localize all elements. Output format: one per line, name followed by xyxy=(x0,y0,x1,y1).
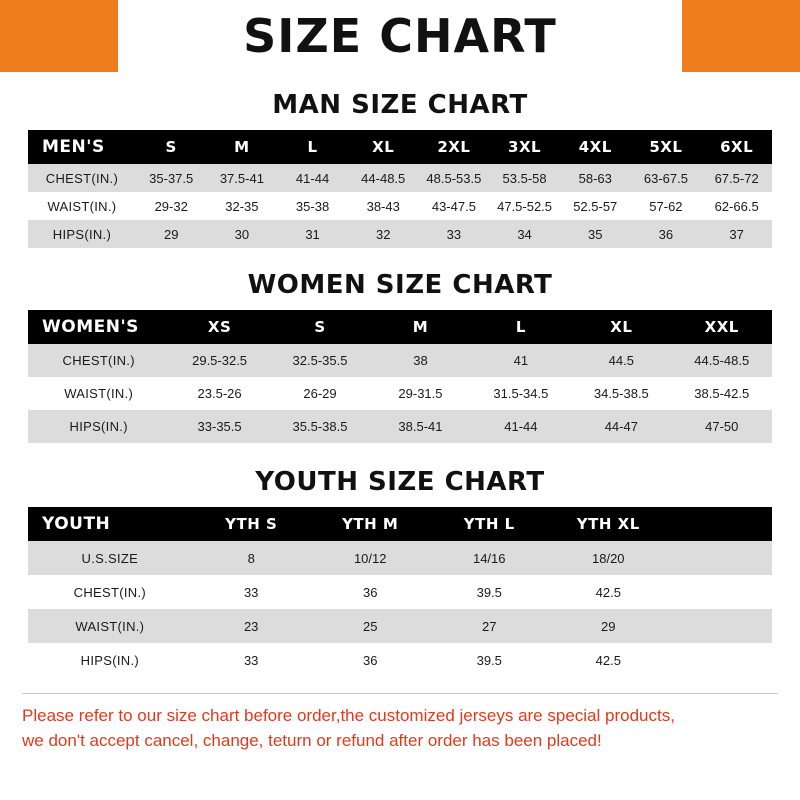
man-chest-m: 37.5-41 xyxy=(219,170,264,186)
man-hips-s: 29 xyxy=(163,226,179,242)
youth-waist-xl: 29 xyxy=(601,618,616,634)
man-row-chest-label: CHEST(IN.) xyxy=(45,170,119,186)
man-waist-5xl: 57-62 xyxy=(649,198,683,214)
man-waist-3xl: 47.5-52.5 xyxy=(497,198,553,214)
youth-header-m: YTH M xyxy=(342,515,399,533)
youth-header-label: YOUTH xyxy=(42,514,111,534)
women-chest-xl: 44.5 xyxy=(608,353,634,368)
man-waist-4xl: 52.5-57 xyxy=(573,198,618,214)
youth-chest-s: 33 xyxy=(243,584,259,600)
man-header-m: M xyxy=(234,138,250,156)
man-hips-l: 31 xyxy=(305,226,320,242)
women-waist-l: 31.5-34.5 xyxy=(493,386,549,401)
youth-waist-l: 27 xyxy=(482,618,497,634)
man-waist-s: 29-32 xyxy=(154,198,188,214)
youth-row-hips-label: HIPS(IN.) xyxy=(80,652,139,668)
women-chest-xxl: 44.5-48.5 xyxy=(694,353,750,368)
table-row xyxy=(28,643,772,677)
women-row-chest-label: CHEST(IN.) xyxy=(62,353,135,368)
women-header-l: L xyxy=(515,318,526,336)
youth-waist-blank xyxy=(668,609,772,643)
table-header-row xyxy=(28,507,772,541)
women-header-xs: XS xyxy=(207,318,232,336)
man-hips-3xl: 34 xyxy=(517,226,532,242)
man-header-label: MEN'S xyxy=(42,137,105,157)
women-hips-xl: 44-47 xyxy=(604,419,638,434)
man-chart-wrap xyxy=(0,130,800,248)
women-chest-xs: 29.5-32.5 xyxy=(192,353,248,368)
page-title: SIZE CHART xyxy=(243,9,557,63)
youth-header-l: YTH L xyxy=(463,515,515,533)
youth-ussize-l: 14/16 xyxy=(472,550,506,566)
youth-size-table xyxy=(28,507,772,677)
table-row xyxy=(28,410,772,443)
youth-ussize-s: 8 xyxy=(247,550,255,566)
man-waist-2xl: 43-47.5 xyxy=(431,198,476,214)
man-size-table xyxy=(28,130,772,248)
women-hips-s: 35.5-38.5 xyxy=(292,419,348,434)
man-header-6xl: 6XL xyxy=(720,138,754,156)
youth-hips-blank xyxy=(668,643,772,677)
women-chest-s: 32.5-35.5 xyxy=(292,353,348,368)
man-chest-5xl: 63-67.5 xyxy=(643,170,688,186)
women-waist-s: 26-29 xyxy=(303,386,337,401)
footer-disclaimer xyxy=(22,693,778,753)
man-header-5xl: 5XL xyxy=(649,138,683,156)
youth-chest-l: 39.5 xyxy=(476,584,502,600)
table-row xyxy=(28,344,772,377)
man-chest-s: 35-37.5 xyxy=(149,170,194,186)
women-header-xxl: XXL xyxy=(704,318,739,336)
table-row xyxy=(28,192,772,220)
women-header-s: S xyxy=(314,318,326,336)
women-hips-xs: 33-35.5 xyxy=(197,419,242,434)
man-chest-4xl: 58-63 xyxy=(578,170,612,186)
table-row xyxy=(28,164,772,192)
youth-header-s: YTH S xyxy=(225,515,278,533)
women-chest-m: 38 xyxy=(413,353,428,368)
man-chest-6xl: 67.5-72 xyxy=(714,170,759,186)
women-waist-m: 29-31.5 xyxy=(398,386,443,401)
youth-chest-xl: 42.5 xyxy=(595,584,621,600)
man-hips-5xl: 36 xyxy=(658,226,674,242)
women-header-xl: XL xyxy=(610,318,633,336)
table-row xyxy=(28,575,772,609)
women-row-hips-label: HIPS(IN.) xyxy=(69,419,128,434)
youth-waist-s: 23 xyxy=(243,618,259,634)
women-hips-xxl: 47-50 xyxy=(705,419,739,434)
man-chest-xl: 44-48.5 xyxy=(361,170,406,186)
man-waist-6xl: 62-66.5 xyxy=(714,198,759,214)
youth-header-blank xyxy=(668,507,772,541)
women-chest-l: 41 xyxy=(513,353,529,368)
man-chest-l: 41-44 xyxy=(295,170,330,186)
women-waist-xxl: 38.5-42.5 xyxy=(694,386,750,401)
table-row xyxy=(28,609,772,643)
banner-right-accent xyxy=(682,0,800,72)
table-row xyxy=(28,220,772,248)
man-hips-6xl: 37 xyxy=(729,226,744,242)
women-row-waist-label: WAIST(IN.) xyxy=(64,386,134,401)
table-header-row xyxy=(28,130,772,164)
youth-row-chest-label: CHEST(IN.) xyxy=(73,584,146,600)
women-size-table xyxy=(28,310,772,443)
youth-hips-s: 33 xyxy=(243,652,259,668)
youth-header-xl: YTH XL xyxy=(576,515,640,533)
man-waist-m: 32-35 xyxy=(225,198,259,214)
youth-ussize-blank xyxy=(668,541,772,575)
man-waist-xl: 38-43 xyxy=(366,198,400,214)
man-header-l: L xyxy=(307,138,318,156)
women-chart-wrap xyxy=(0,310,800,443)
man-hips-2xl: 33 xyxy=(446,226,462,242)
table-row xyxy=(28,541,772,575)
youth-waist-m: 25 xyxy=(362,618,378,634)
youth-section-title: YOUTH SIZE CHART xyxy=(255,467,545,497)
footer-line-1: Please refer to our size chart before order,the customized jerseys are special products, xyxy=(22,706,675,725)
man-section-title: MAN SIZE CHART xyxy=(272,90,528,120)
youth-ussize-xl: 18/20 xyxy=(592,550,625,566)
women-header-label: WOMEN'S xyxy=(42,317,139,337)
man-row-waist-label: WAIST(IN.) xyxy=(47,198,117,214)
youth-hips-l: 39.5 xyxy=(476,652,502,668)
man-hips-xl: 32 xyxy=(375,226,391,242)
youth-chest-blank xyxy=(668,575,772,609)
youth-chest-m: 36 xyxy=(362,584,378,600)
women-waist-xs: 23.5-26 xyxy=(197,386,242,401)
man-header-2xl: 2XL xyxy=(437,138,471,156)
man-waist-l: 35-38 xyxy=(295,198,330,214)
man-header-xl: XL xyxy=(372,138,395,156)
man-row-hips-label: HIPS(IN.) xyxy=(52,226,112,242)
youth-chart-wrap xyxy=(0,507,800,677)
banner-left-accent xyxy=(0,0,118,72)
youth-row-ussize-label: U.S.SIZE xyxy=(81,550,139,566)
table-header-row xyxy=(28,310,772,344)
man-header-3xl: 3XL xyxy=(508,138,542,156)
man-header-4xl: 4XL xyxy=(578,138,612,156)
women-waist-xl: 34.5-38.5 xyxy=(593,386,649,401)
man-hips-4xl: 35 xyxy=(588,226,603,242)
footer-line-2: we don't accept cancel, change, teturn or refund after order has been placed! xyxy=(22,730,602,750)
youth-row-waist-label: WAIST(IN.) xyxy=(75,618,145,634)
table-row xyxy=(28,377,772,410)
man-chest-3xl: 53.5-58 xyxy=(502,170,547,186)
youth-hips-m: 36 xyxy=(362,652,378,668)
women-section-title: WOMEN SIZE CHART xyxy=(247,270,553,300)
header-banner xyxy=(0,0,800,72)
man-header-s: S xyxy=(165,138,177,156)
man-hips-m: 30 xyxy=(234,226,250,242)
man-chest-2xl: 48.5-53.5 xyxy=(426,170,482,186)
women-hips-l: 41-44 xyxy=(504,419,538,434)
youth-hips-xl: 42.5 xyxy=(595,652,621,668)
women-hips-m: 38.5-41 xyxy=(398,419,443,434)
youth-ussize-m: 10/12 xyxy=(353,550,387,566)
women-header-m: M xyxy=(412,318,429,336)
